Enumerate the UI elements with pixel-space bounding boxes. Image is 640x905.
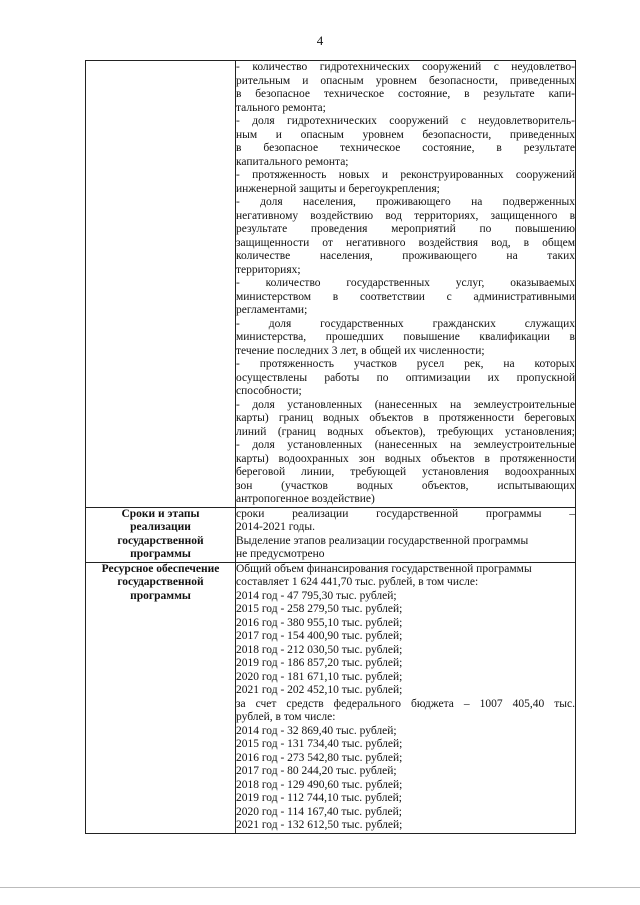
resources-text-line: 2018 год - 129 490,60 тыс. рублей;	[236, 778, 403, 791]
resources-text-line: 2019 год - 186 857,20 тыс. рублей;	[236, 657, 403, 669]
indicator-text-line: осуществлены работы по оптимизации их пропускной	[236, 371, 575, 384]
indicator-text-line: тального ремонта;	[236, 101, 326, 114]
resources-text-line: 2014 год - 32 869,40 тыс. рублей;	[236, 724, 397, 737]
indicator-text-line: инженерной защиты и берегоукрепления;	[236, 182, 440, 195]
indicator-text-line: - доля населения, проживающего на подверженных	[236, 196, 575, 208]
resources-text-line: 2016 год - 273 542,80 тыс. рублей;	[236, 751, 403, 764]
indicator-text-line: - протяженность новых и реконструированных сооружений	[236, 169, 575, 181]
indicator-text-line: береговой линии, требующей установления водоохранных	[236, 466, 575, 478]
resources-text-line: 2014 год - 47 795,30 тыс. рублей;	[236, 589, 397, 602]
indicator-text-line: количестве населения, проживающего на таких	[236, 250, 575, 262]
indicator-text-line: результате проведения мероприятий по повышению	[236, 223, 575, 235]
resources-text-line: 2021 год - 202 452,10 тыс. рублей;	[236, 684, 403, 696]
resources-text-line: 2021 год - 132 612,50 тыс. рублей;	[236, 819, 403, 831]
indicator-text-line: негативному воздействию вод территориях, защищенного в	[236, 209, 575, 222]
resources-text-line: за счет средств федерального бюджета – 1007 405,40 тыс.	[236, 697, 575, 710]
resources-text-line: 2015 год - 258 279,50 тыс. рублей;	[236, 603, 403, 615]
resources-text-line: 2017 год - 80 244,20 тыс. рублей;	[236, 765, 397, 777]
resources-label-line: программы	[130, 589, 191, 602]
resources-text-line: рублей, в том числе:	[236, 711, 336, 723]
stages-label-cell	[86, 507, 236, 562]
resources-text-line: 2019 год - 112 744,10 тыс. рублей;	[236, 792, 402, 804]
program-passport-table	[85, 60, 576, 834]
empty-label-cell	[86, 61, 236, 508]
indicator-text-line: территориях;	[236, 263, 301, 276]
indicator-text-line: - доля гидротехнических сооружений с неудовлетворитель-	[236, 115, 575, 127]
indicator-text-line: зон (участков водных объектов, испытывающих	[236, 479, 575, 492]
resources-text-line: составляет 1 624 441,70 тыс. рублей, в том числе:	[236, 576, 479, 588]
indicator-text-line: ным и опасным уровнем безопасности, приведенных	[236, 128, 575, 141]
indicator-text-line: капитального ремонта;	[236, 155, 349, 168]
resources-text-line: 2018 год - 212 030,50 тыс. рублей;	[236, 643, 403, 656]
resources-text-line: 2015 год - 131 734,40 тыс. рублей;	[236, 738, 403, 750]
resources-label-line: Ресурсное обеспечение	[101, 562, 220, 575]
indicator-text-line: в безопасное техническое состояние, в результате	[236, 142, 575, 154]
stages-text-line: сроки реализации государственной программы –	[236, 507, 575, 520]
indicator-text-line: - протяженность участков русел рек, на которых	[236, 358, 575, 370]
indicator-text-line: в безопасное техническое состояние, в результате капи-	[236, 88, 575, 100]
stages-content-cell	[236, 507, 576, 562]
stages-label-line: Сроки и этапы	[121, 507, 200, 520]
table-row-stages	[86, 507, 576, 562]
indicator-text-line: рительным и опасным уровнем безопасности, приведенных	[236, 74, 575, 87]
resources-text-line: 2016 год - 380 955,10 тыс. рублей;	[236, 616, 403, 629]
resources-text-line: 2020 год - 181 671,10 тыс. рублей;	[236, 670, 403, 683]
indicators-cell	[236, 61, 576, 508]
indicator-text-line: - количество гидротехнических сооружений с неудовлетво-	[236, 61, 575, 73]
indicator-text-line: министерством в соответствии с административными	[236, 290, 575, 303]
page-bottom-rule	[0, 887, 640, 888]
indicator-text-line: способности;	[236, 385, 302, 397]
resources-content-cell	[236, 562, 576, 833]
indicator-text-line: защищенности от негативного воздействия вод, в общем	[236, 236, 575, 249]
stages-label-line: государственной	[117, 534, 204, 547]
stages-label-line: реализации	[130, 521, 191, 533]
indicator-text-line: - доля государственных гражданских служащих	[236, 317, 575, 330]
indicator-text-line: - доля установленных (нанесенных на землеустроительные	[236, 439, 575, 451]
stages-text-line: Выделение этапов реализации государственной программы	[236, 534, 529, 547]
indicator-text-line: антропогенное воздействие)	[236, 493, 375, 505]
stages-text-line: 2014-2021 годы.	[236, 521, 316, 533]
indicator-text-line: линий (границ водных объектов), требующих установления;	[236, 425, 575, 438]
resources-text-line: 2017 год - 154 400,90 тыс. рублей;	[236, 630, 403, 642]
indicator-text-line: регламентами;	[236, 304, 308, 316]
stages-label-line: программы	[130, 548, 191, 560]
resources-text-line: 2020 год - 114 167,40 тыс. рублей;	[236, 805, 402, 818]
indicator-text-line: - доля установленных (нанесенных на землеустроительные	[236, 398, 575, 411]
resources-text-line: Общий объем финансирования государственной программы	[236, 562, 532, 575]
resources-label-cell	[86, 562, 236, 833]
page-number: 4	[316, 33, 324, 48]
indicator-text-line: карты) водоохранных зон водных объектов в протяженности	[236, 452, 575, 465]
table-row-indicators	[86, 61, 576, 508]
indicator-text-line: течение последних 3 лет, в общей их численности;	[236, 344, 485, 357]
stages-text-line: не предусмотрено	[236, 548, 325, 560]
indicator-text-line: - количество государственных услуг, оказываемых	[236, 277, 575, 289]
resources-label-line: государственной	[117, 576, 204, 588]
indicator-text-line: министерства, прошедших повышение квалификации в	[236, 331, 575, 343]
indicator-text-line: карты) границ водных объектов в протяженности береговых	[236, 412, 575, 424]
table-row-resources	[86, 562, 576, 833]
